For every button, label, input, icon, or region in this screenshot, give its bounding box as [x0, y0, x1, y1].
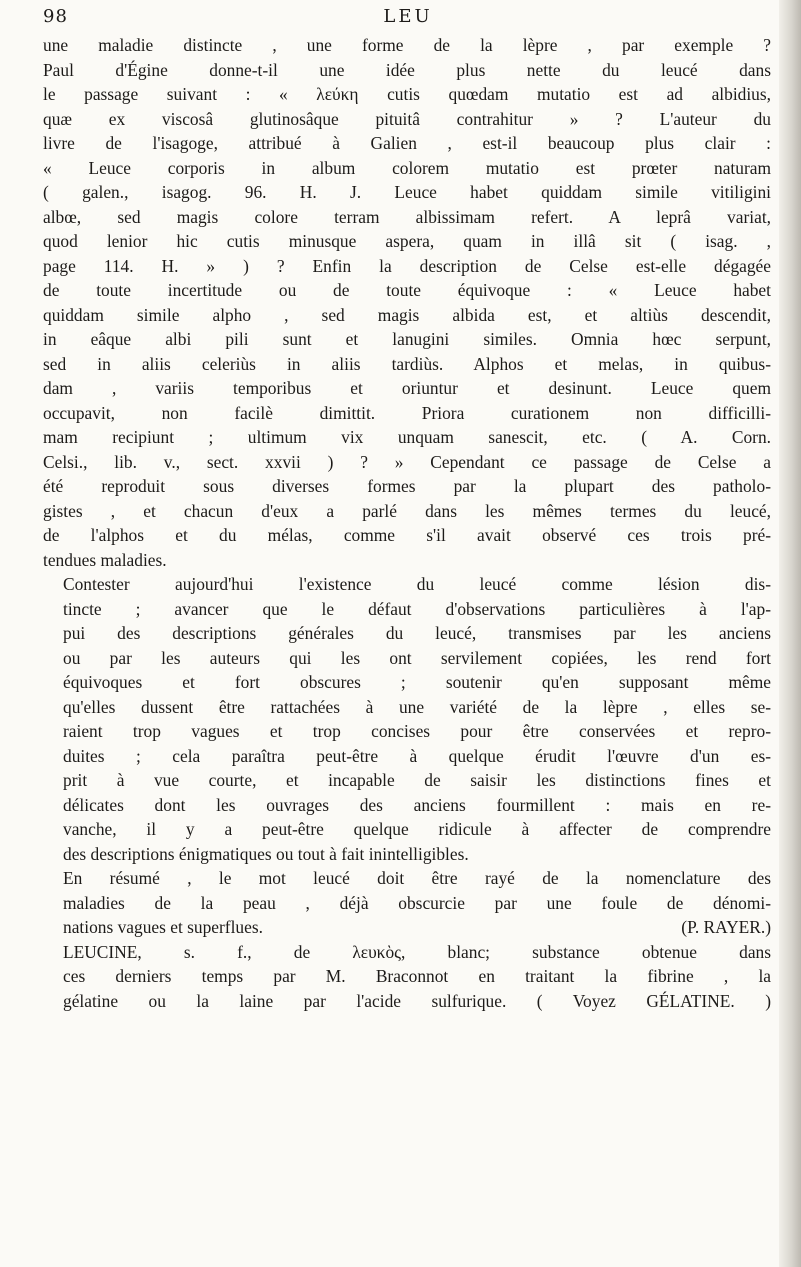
text-line: le passage suivant : « λεύκη cutis quœdam mutatio est ad albidius,	[43, 84, 771, 104]
text-line: ( galen., isagog. 96. H. J. Leuce habet quiddam simile vitiligini	[43, 182, 771, 202]
text-line: Contester aujourd'hui l'existence du leucé comme lésion dis-	[63, 574, 771, 594]
text-line: gélatine ou la laine par l'acide sulfurique. ( Voyez GÉLATINE. )	[63, 990, 771, 1011]
paragraph-contester	[43, 572, 771, 866]
text-line: tincte ; avancer que le défaut d'observations particulières à l'ap-	[63, 598, 771, 619]
text-line: Paul d'Égine donne-t-il une idée plus nette du leucé dans	[43, 59, 771, 80]
text-line: qu'elles dussent être rattachées à une variété de la lèpre , elles se-	[63, 696, 771, 717]
body-text	[43, 33, 771, 1013]
text-line: dam , variis temporibus et oriuntur et desinunt. Leuce quem	[43, 378, 771, 398]
text-line: livre de l'isagoge, attribué à Galien , est-il beaucoup plus clair :	[43, 133, 771, 153]
text-line: LEUCINE, s. f., de λευκὸς, blanc; substance obtenue dans	[63, 941, 771, 962]
text-line: prit à vue courte, et incapable de saisir les distinctions fines et	[63, 770, 771, 790]
text-line: sed in aliis celeriùs in aliis tardiùs. Alphos et melas, in quibus-	[43, 353, 771, 374]
text-line: albœ, sed magis colore terram albissimam refert. A leprâ variat,	[43, 206, 771, 227]
text-line: raient trop vagues et trop concises pour être conservées et repro-	[63, 721, 771, 741]
text-line: ces derniers temps par M. Braconnot en traitant la fibrine , la	[63, 966, 771, 986]
page-edge-shadow	[779, 0, 801, 1267]
text-line: Celsi., lib. v., sect. xxvii ) ? » Cependant ce passage de Celse a	[43, 451, 771, 472]
text-line	[43, 915, 771, 940]
text-line: mam recipiunt ; ultimum vix unquam sanescit, etc. ( A. Corn.	[43, 427, 771, 447]
author-signature: (P. RAYER.)	[681, 917, 771, 937]
text-line: « Leuce corporis in album colorem mutatio est prœter naturam	[43, 157, 771, 178]
text-line: ou par les auteurs qui les ont servilement copiées, les rend fort	[63, 647, 771, 668]
text-line: in eâque albi pili sunt et lanugini similes. Omnia hœc serpunt,	[43, 329, 771, 349]
text-line: été reproduit sous diverses formes par la plupart des patholo-	[43, 476, 771, 496]
page-header	[43, 6, 773, 32]
text-line-content: nations vagues et superflues.	[63, 917, 263, 937]
entry-leucine	[43, 940, 771, 1014]
text-line: quod lenior hic cutis minusque aspera, quam in illâ sit ( isag. ,	[43, 231, 771, 251]
text-line: En résumé , le mot leucé doit être rayé de la nomenclature des	[63, 868, 771, 888]
text-line: page 114. H. » ) ? Enfin la description de Celse est-elle dégagée	[43, 255, 771, 276]
text-line: gistes , et chacun d'eux a parlé dans les mêmes termes du leucé,	[43, 500, 771, 521]
text-line: de toute incertitude ou de toute équivoque : « Leuce habet	[43, 280, 771, 300]
text-line: vanche, il y a peut-être quelque ridicule à affecter de comprendre	[63, 819, 771, 839]
text-line: quiddam simile alpho , sed magis albida est, et altiùs descendit,	[43, 304, 771, 325]
text-line: pui des descriptions générales du leucé, transmises par les anciens	[63, 623, 771, 643]
paragraph-resume	[43, 866, 771, 940]
text-line: tendues maladies.	[43, 549, 167, 570]
text-line: une maladie distincte , une forme de la lèpre , par exemple ?	[43, 35, 771, 55]
text-line: duites ; cela paraîtra peut-être à quelque érudit l'œuvre d'un es-	[63, 745, 771, 766]
running-head: LEU	[383, 6, 433, 27]
paragraph-continued	[43, 33, 771, 572]
text-line: de l'alphos et du mélas, comme s'il avait observé ces trois pré-	[43, 525, 771, 545]
text-line: des descriptions énigmatiques ou tout à fait inintelligibles.	[63, 843, 469, 864]
text-line: équivoques et fort obscures ; soutenir qu'en supposant même	[63, 672, 771, 692]
text-line: délicates dont les ouvrages des anciens fourmillent : mais en re-	[63, 794, 771, 815]
text-line: maladies de la peau , déjà obscurcie par une foule de dénomi-	[63, 892, 771, 913]
text-line: quæ ex viscosâ glutinosâque pituitâ contrahitur » ? L'auteur du	[43, 108, 771, 129]
text-line: occupavit, non facilè dimittit. Priora curationem non difficilli-	[43, 402, 771, 423]
page-number: 98	[43, 6, 68, 27]
